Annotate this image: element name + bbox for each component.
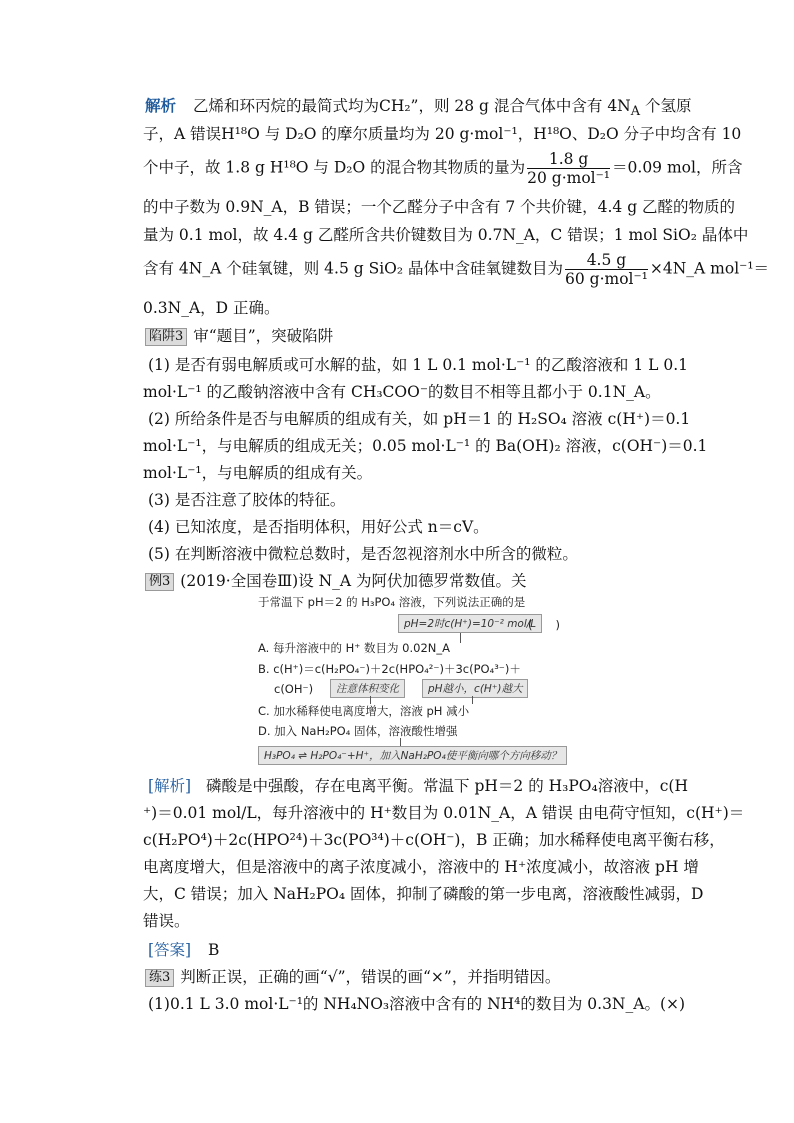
answer-line [148, 940, 219, 960]
annotation-volume: 注意体积变化 [330, 679, 405, 698]
example-intro: (2019·全国卷Ⅲ)设 N_A 为阿伏加德罗常数值。关 [180, 572, 527, 590]
trap-item-1: (1) 是否有弱电解质或可水解的盐，如 1 L 0.1 mol·L⁻¹ 的乙酸溶液和 1 L 0.1 [148, 356, 689, 374]
analysis-line-2: 子，A 错误H¹⁸O 与 D₂O 的摩尔质量均为 20 g·mol⁻¹，H¹⁸O、D₂O 分子中均含有 10 [143, 125, 742, 143]
option-b: B. c(H⁺)＝c(H₂PO₄⁻)＋2c(HPO₄²⁻)＋3c(PO₄³⁻)＋ [258, 662, 521, 676]
analysis-line-3: 个中子，故 1.8 g H¹⁸O 与 D₂O 的混合物其物质的量为 $\frac{1.8 g}{\text{20 g·mol⁻¹}}$ ＝0.09 mol，所含 [143, 150, 743, 187]
trap-item-4: (4) 已知浓度，是否指明体积，用好公式 n＝cV。 [148, 518, 489, 536]
example-analysis-line-6: 错误。 [143, 912, 190, 930]
example-heading [145, 571, 527, 591]
analysis-line-7: 0.3N_A，D 正确。 [143, 299, 280, 317]
example-analysis-line-1: [解析] 磷酸是中强酸，存在电离平衡。常温下 pH＝2 的 H₃PO₄溶液中，c(H [148, 777, 688, 795]
analysis-line-6: 含有 4N_A 个硅氧键，则 4.5 g SiO₂ 晶体中含硅氧键数目为 $\frac{4.5 g}{\text{60 g·mol⁻¹}}$ ×4N_A mol⁻¹＝ [143, 251, 770, 288]
trap-item-5: (5) 在判断溶液中微粒总数时，是否忽视溶剂水中所含的微粒。 [148, 545, 578, 563]
analysis-line-5: 量为 0.1 mol，故 4.4 g 乙醛所含共价键数目为 0.7N_A，C 错误；1 mol SiO₂ 晶体中 [143, 226, 749, 244]
example-tag: 例3 [145, 573, 174, 591]
trap-item-2-cont: mol·L⁻¹，与电解质的组成无关；0.05 mol·L⁻¹ 的 Ba(OH)₂ 溶液，c(OH⁻)＝0.1 [143, 437, 708, 455]
trap-tag: 陷阱3 [145, 328, 187, 346]
practice-heading [145, 967, 560, 987]
analysis-label: 解析 [145, 96, 177, 115]
practice-title: 判断正误，正确的画“√”，错误的画“×”，并指明错因。 [180, 968, 561, 986]
trap-title: 审“题目”，突破陷阱 [193, 327, 334, 345]
trap-heading [145, 326, 333, 346]
fraction-1: $\frac{1.8 g}{\text{20 g·mol⁻¹}}$ [527, 150, 611, 187]
option-c: C. 加水稀释使电离度增大，溶液 pH 减小 [258, 704, 470, 718]
annotation-arrow-3 [472, 696, 473, 704]
example-analysis-line-5: 大，C 错误；加入 NaH₂PO₄ 固体，抑制了磷酸的第一步电离，溶液酸性减弱，D [143, 885, 704, 903]
exam-question-figure [250, 590, 600, 768]
annotation-arrow-4 [400, 738, 401, 746]
analysis-line-4: 的中子数为 0.9N_A，B 错误；一个乙醛分子中含有 7 个共价键，4.4 g 乙醛的物质的 [143, 198, 736, 216]
trap-item-3: (3) 是否注意了胶体的特征。 [148, 491, 346, 509]
annotation-ph: pH=2时c(H⁺)=10⁻² mol/L [398, 614, 542, 633]
example-analysis-line-3: c(H₂PO⁴)＋2c(HPO²⁴)＋3c(PO³⁴)＋c(OH⁻)，B 正确；加水稀释使电离平衡右移， [143, 831, 725, 849]
option-b-cont: c(OH⁻) [274, 682, 314, 696]
analysis-line-1: 解析 乙烯和环丙烷的最简式均为CH₂”，则 28 g 混合气体中含有 $4N_A$ 个氢原 [145, 96, 692, 120]
option-a: A. 每升溶液中的 H⁺ 数目为 0.02N_A [258, 641, 450, 655]
practice-tag: 练3 [145, 969, 174, 987]
annotation-ph-smaller: pH越小，c(H⁺)越大 [422, 679, 528, 698]
trap-item-2-cont2: mol·L⁻¹，与电解质的组成有关。 [143, 464, 373, 482]
trap-item-2: (2) 所给条件是否与电解质的组成有关，如 pH＝1 的 H₂SO₄ 溶液 c(H⁺)＝0.1 [148, 410, 691, 428]
figure-question: 于常温下 pH＝2 的 H₃PO₄ 溶液，下列说法正确的是 [258, 595, 526, 609]
fraction-2: $\frac{4.5 g}{\text{60 g·mol⁻¹}}$ [565, 251, 648, 288]
annotation-arrow-1 [460, 633, 461, 643]
answer-parens: ( ) [528, 618, 560, 632]
answer-value: B [208, 941, 220, 959]
trap-item-1-cont: mol·L⁻¹ 的乙酸钠溶液中含有 CH₃COO⁻的数目不相等且都小于 0.1N_A。 [143, 383, 661, 401]
example-analysis-line-4: 电离度增大，但是溶液中的离子浓度减小，溶液中的 H⁺浓度减小，故溶液 pH 增 [143, 858, 699, 876]
example-analysis-line-2: ⁺)＝0.01 mol/L，每升溶液中的 H⁺数目为 0.01N_A，A 错误 由电荷守恒知，c(H⁺)＝ [143, 804, 745, 822]
analysis-bracket-label: [解析] [148, 777, 192, 795]
answer-label: [答案] [148, 941, 192, 959]
annotation-equilibrium: H₃PO₄ ⇌ H₂PO₄⁻+H⁺，加入NaH₂PO₄使平衡向哪个方向移动？ [258, 746, 567, 765]
practice-question-1: (1)0.1 L 3.0 mol·L⁻¹的 NH₄NO₃溶液中含有的 NH⁴的数目为 0.3N_A。(×) [148, 995, 686, 1013]
option-d: D. 加入 NaH₂PO₄ 固体，溶液酸性增强 [258, 724, 458, 738]
